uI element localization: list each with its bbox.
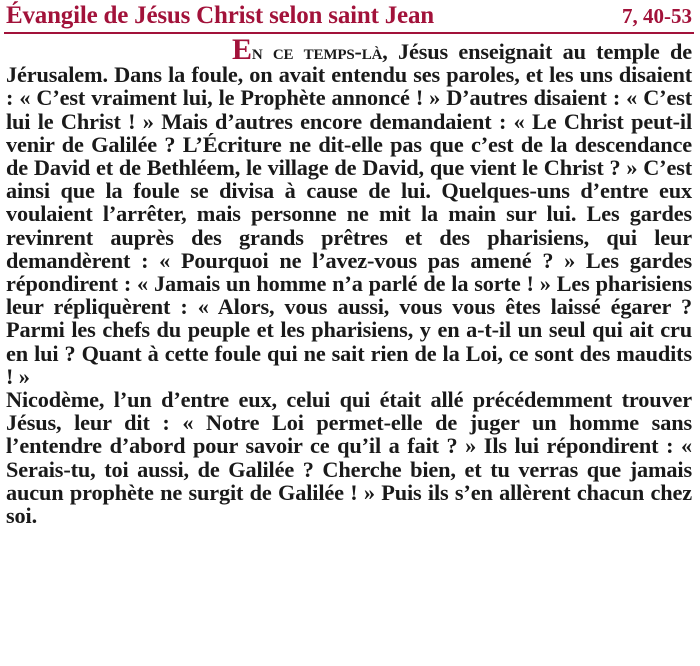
reading-header — [4, 2, 694, 34]
opening-words: n ce temps-là, — [251, 39, 388, 64]
reading-title: Évangile de Jésus Christ selon saint Jean — [6, 2, 434, 29]
paragraph-1-text: Jésus enseignait au temple de Jérusalem. Dans la foule, on avait entendu ses paroles, et les uns disaient : « C’est vraiment lui, le Prophète annoncé ! » D’autres disaient : « C’est lui le Christ ! » Mais d’autres encore demandaient : « Le Christ peut-il venir de Galilée ? L’Écriture ne dit-elle pas que c’est de la descendance de David et de Bethléem, le village de David, que vient le Christ ? » C’est ainsi que la foule se divisa à cause de lui. Quelques-uns d’entre eux voulaient l’arrêter, mais personne ne mit la main sur lui. Les gardes revinrent auprès des grands prêtres et des pharisiens, qui leur demandèrent : « Pourquoi ne l’avez-vous pas amené ? » Les gardes répondirent : « Jamais un homme n’a parlé de la sorte ! » Les pharisiens leur répliquèrent : « Alors, vous aussi, vous vous êtes laissé égarer ? Parmi les chefs du peuple et les pharisiens, y en a-t-il un seul qui ait cru en lui ? Quant à cette foule qui ne sait rien de la Loi, ce sont des maudits ! » — [6, 39, 692, 389]
cut-off-next-line — [6, 658, 306, 666]
paragraph-2: Nicodème, l’un d’entre eux, celui qui était allé précédemment trouver Jésus, leur dit : « Notre Loi permet-elle de juger un homme sans l’entendre d’abord pour savoir ce qu’il a fait ? » Ils lui répondirent : « Serais-tu, toi aussi, de Galilée ? Cherche bien, et tu verras que jamais aucun prophète ne surgit de Galilée ! » Puis ils s’en allèrent chacun chez soi. — [6, 387, 692, 529]
gospel-page — [4, 2, 696, 527]
paragraph-1 — [6, 33, 692, 389]
reading-text — [4, 34, 696, 527]
reading-reference: 7, 40-53 — [622, 4, 692, 28]
drop-cap: E — [232, 33, 252, 66]
